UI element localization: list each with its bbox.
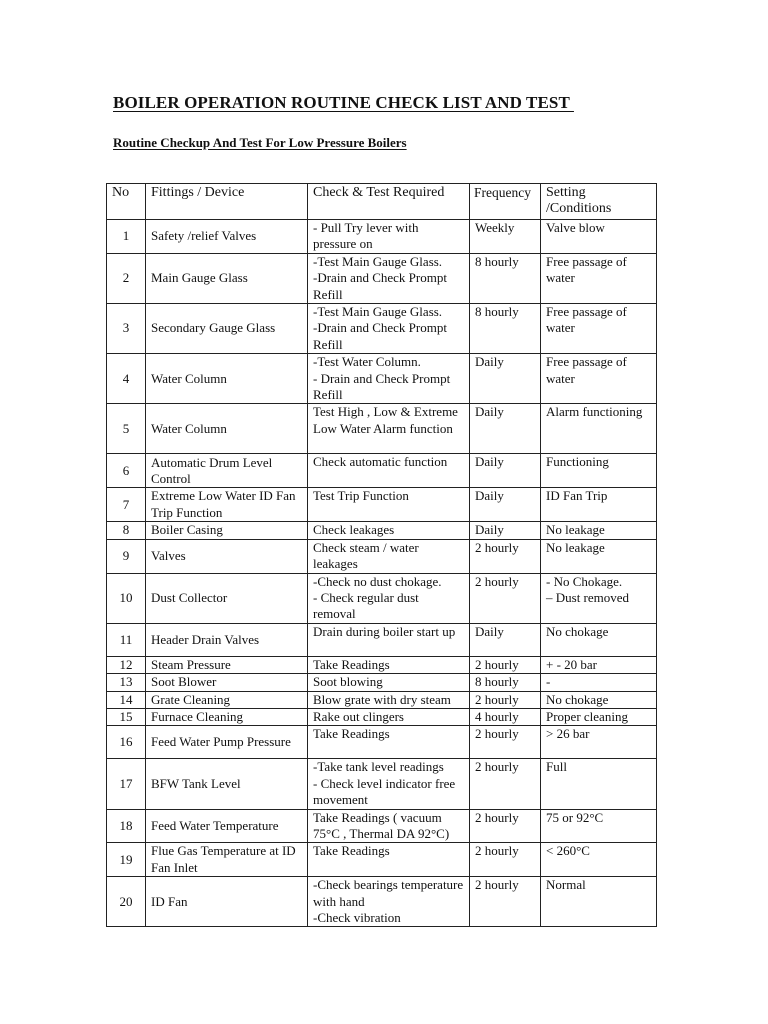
- row-check-test: Take Readings: [308, 726, 470, 759]
- row-fittings-device: Steam Pressure: [146, 656, 308, 673]
- row-setting-conditions: Free passage of water: [541, 354, 657, 404]
- row-setting-conditions: No leakage: [541, 539, 657, 573]
- row-frequency: Daily: [470, 354, 541, 404]
- row-frequency: Daily: [470, 454, 541, 488]
- row-fittings-device: BFW Tank Level: [146, 759, 308, 809]
- table-row: [107, 253, 657, 303]
- row-number: 9: [107, 539, 146, 573]
- table-row: [107, 573, 657, 623]
- row-frequency: 2 hourly: [470, 656, 541, 673]
- document-title: BOILER OPERATION ROUTINE CHECK LIST AND TEST: [113, 93, 574, 112]
- header-fittings-device: Fittings / Device: [146, 184, 308, 220]
- row-frequency: Daily: [470, 404, 541, 454]
- table-row: [107, 726, 657, 759]
- row-fittings-device: Feed Water Pump Pressure: [146, 726, 308, 759]
- row-setting-conditions: No chokage: [541, 691, 657, 708]
- row-setting-conditions: ID Fan Trip: [541, 488, 657, 522]
- row-setting-conditions: Proper cleaning: [541, 708, 657, 725]
- row-frequency: 2 hourly: [470, 809, 541, 843]
- table-row: [107, 522, 657, 539]
- row-check-test: Take Readings ( vacuum 75°C , Thermal DA 92°C): [308, 809, 470, 843]
- row-fittings-device: Header Drain Valves: [146, 623, 308, 656]
- row-check-test: Soot blowing: [308, 674, 470, 691]
- row-setting-conditions: 75 or 92°C: [541, 809, 657, 843]
- header-check-test: Check & Test Required: [308, 184, 470, 220]
- row-number: 5: [107, 404, 146, 454]
- row-setting-conditions: Normal: [541, 877, 657, 927]
- table-row: [107, 354, 657, 404]
- row-setting-conditions: No leakage: [541, 522, 657, 539]
- row-frequency: Weekly: [470, 220, 541, 254]
- row-number: 11: [107, 623, 146, 656]
- row-number: 3: [107, 304, 146, 354]
- row-check-test: Rake out clingers: [308, 708, 470, 725]
- table-row: [107, 674, 657, 691]
- row-number: 4: [107, 354, 146, 404]
- row-check-test: -Check no dust chokage. - Check regular dust removal: [308, 573, 470, 623]
- row-number: 6: [107, 454, 146, 488]
- row-frequency: Daily: [470, 522, 541, 539]
- row-fittings-device: Boiler Casing: [146, 522, 308, 539]
- row-number: 10: [107, 573, 146, 623]
- row-frequency: 2 hourly: [470, 726, 541, 759]
- row-fittings-device: Dust Collector: [146, 573, 308, 623]
- routine-check-table: [106, 183, 657, 927]
- table-row: [107, 691, 657, 708]
- row-fittings-device: Automatic Drum Level Control: [146, 454, 308, 488]
- row-setting-conditions: > 26 bar: [541, 726, 657, 759]
- row-setting-conditions: Valve blow: [541, 220, 657, 254]
- row-frequency: 4 hourly: [470, 708, 541, 725]
- row-setting-conditions: Free passage of water: [541, 304, 657, 354]
- row-setting-conditions: -: [541, 674, 657, 691]
- row-fittings-device: Valves: [146, 539, 308, 573]
- row-fittings-device: Main Gauge Glass: [146, 253, 308, 303]
- table-row: [107, 454, 657, 488]
- row-setting-conditions: + - 20 bar: [541, 656, 657, 673]
- row-check-test: Drain during boiler start up: [308, 623, 470, 656]
- table-row: [107, 539, 657, 573]
- row-setting-conditions: Alarm functioning: [541, 404, 657, 454]
- table-row: [107, 708, 657, 725]
- row-fittings-device: Safety /relief Valves: [146, 220, 308, 254]
- row-check-test: Blow grate with dry steam: [308, 691, 470, 708]
- row-check-test: -Check bearings temperature with hand -Check vibration: [308, 877, 470, 927]
- row-number: 13: [107, 674, 146, 691]
- row-number: 12: [107, 656, 146, 673]
- row-check-test: -Test Main Gauge Glass. -Drain and Check Prompt Refill: [308, 253, 470, 303]
- row-fittings-device: Grate Cleaning: [146, 691, 308, 708]
- table-row: [107, 809, 657, 843]
- row-frequency: 2 hourly: [470, 691, 541, 708]
- row-number: 17: [107, 759, 146, 809]
- row-number: 16: [107, 726, 146, 759]
- header-no: No: [107, 184, 146, 220]
- table-row: [107, 488, 657, 522]
- row-setting-conditions: Free passage of water: [541, 253, 657, 303]
- table-row: [107, 404, 657, 454]
- row-fittings-device: Feed Water Temperature: [146, 809, 308, 843]
- row-number: 2: [107, 253, 146, 303]
- row-fittings-device: Water Column: [146, 404, 308, 454]
- row-frequency: 2 hourly: [470, 843, 541, 877]
- row-fittings-device: Secondary Gauge Glass: [146, 304, 308, 354]
- row-fittings-device: Water Column: [146, 354, 308, 404]
- table-body: [107, 220, 657, 927]
- row-check-test: Test High , Low & Extreme Low Water Alarm function: [308, 404, 470, 454]
- row-frequency: Daily: [470, 623, 541, 656]
- row-setting-conditions: Full: [541, 759, 657, 809]
- row-number: 14: [107, 691, 146, 708]
- row-fittings-device: ID Fan: [146, 877, 308, 927]
- document-subtitle: Routine Checkup And Test For Low Pressure Boilers: [113, 135, 407, 150]
- row-check-test: Check leakages: [308, 522, 470, 539]
- row-check-test: Take Readings: [308, 656, 470, 673]
- row-fittings-device: Furnace Cleaning: [146, 708, 308, 725]
- row-frequency: 2 hourly: [470, 877, 541, 927]
- table-row: [107, 220, 657, 254]
- row-setting-conditions: No chokage: [541, 623, 657, 656]
- row-fittings-device: Flue Gas Temperature at ID Fan Inlet: [146, 843, 308, 877]
- row-number: 15: [107, 708, 146, 725]
- table-row: [107, 877, 657, 927]
- table-row: [107, 656, 657, 673]
- row-frequency: 8 hourly: [470, 674, 541, 691]
- row-number: 20: [107, 877, 146, 927]
- table-row: [107, 843, 657, 877]
- row-frequency: 8 hourly: [470, 253, 541, 303]
- table-row: [107, 623, 657, 656]
- row-setting-conditions: < 260°C: [541, 843, 657, 877]
- row-check-test: Check steam / water leakages: [308, 539, 470, 573]
- row-frequency: Daily: [470, 488, 541, 522]
- table-header-row: [107, 184, 657, 220]
- header-setting-conditions: Setting /Conditions: [541, 184, 657, 220]
- table-row: [107, 304, 657, 354]
- row-check-test: Test Trip Function: [308, 488, 470, 522]
- row-number: 18: [107, 809, 146, 843]
- row-fittings-device: Extreme Low Water ID Fan Trip Function: [146, 488, 308, 522]
- row-number: 8: [107, 522, 146, 539]
- row-frequency: 8 hourly: [470, 304, 541, 354]
- row-number: 7: [107, 488, 146, 522]
- row-frequency: 2 hourly: [470, 759, 541, 809]
- header-frequency: Frequency: [470, 184, 541, 220]
- row-check-test: Take Readings: [308, 843, 470, 877]
- row-fittings-device: Soot Blower: [146, 674, 308, 691]
- row-setting-conditions: - No Chokage. – Dust removed: [541, 573, 657, 623]
- row-number: 19: [107, 843, 146, 877]
- row-check-test: Check automatic function: [308, 454, 470, 488]
- row-check-test: - Pull Try lever with pressure on: [308, 220, 470, 254]
- row-check-test: -Test Main Gauge Glass. -Drain and Check Prompt Refill: [308, 304, 470, 354]
- row-setting-conditions: Functioning: [541, 454, 657, 488]
- table-row: [107, 759, 657, 809]
- row-frequency: 2 hourly: [470, 573, 541, 623]
- row-frequency: 2 hourly: [470, 539, 541, 573]
- row-number: 1: [107, 220, 146, 254]
- row-check-test: -Test Water Column. - Drain and Check Prompt Refill: [308, 354, 470, 404]
- row-check-test: -Take tank level readings - Check level indicator free movement: [308, 759, 470, 809]
